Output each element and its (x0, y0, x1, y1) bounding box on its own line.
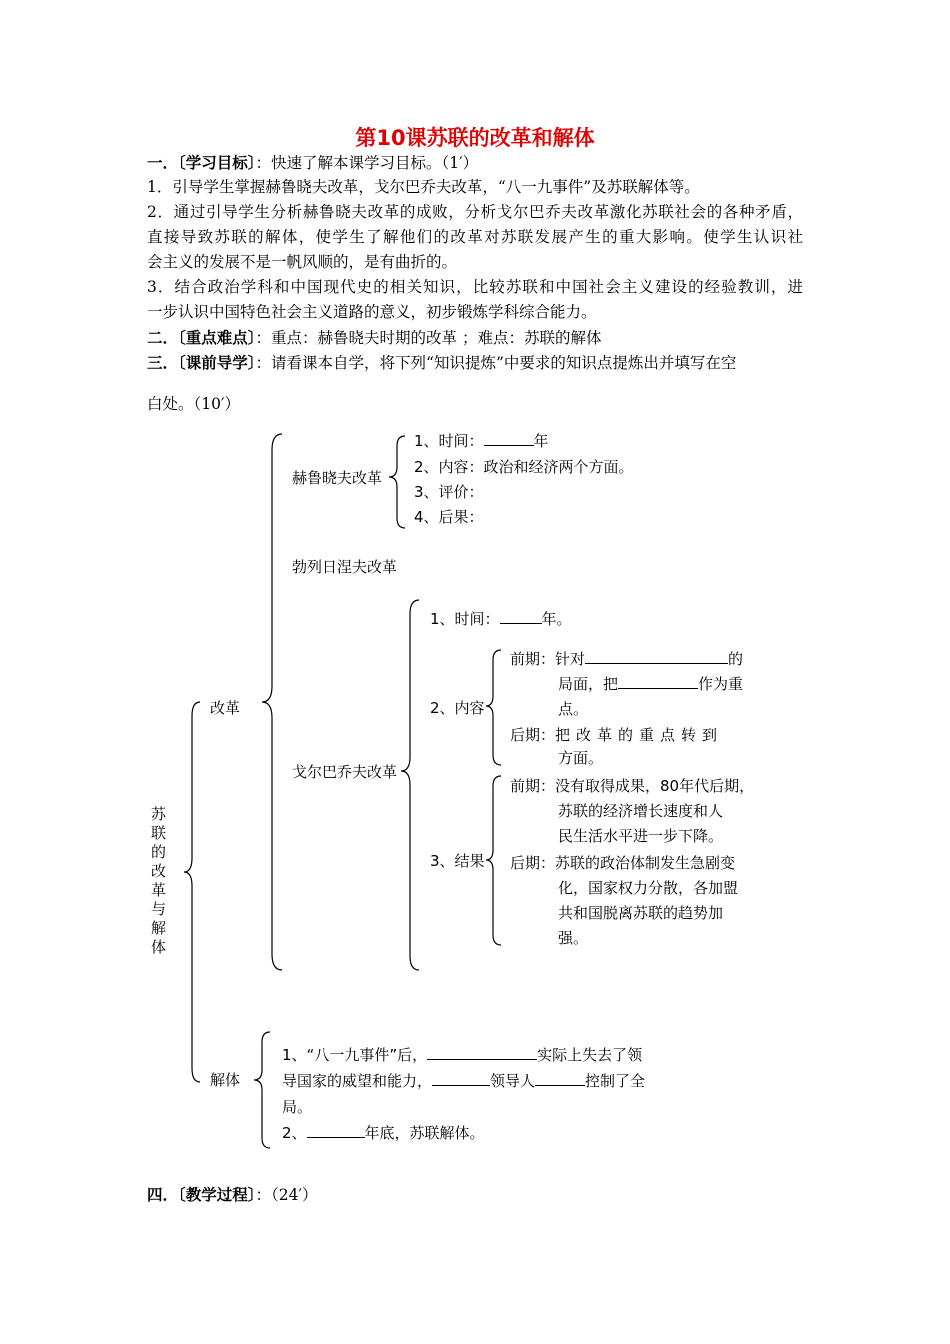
blank[interactable] (585, 648, 728, 664)
houqi-line-1: 后期：把改革的重点转到 (510, 726, 724, 744)
jieti-line-2: 导国家的威望和能力， 领导人 控制了全 (282, 1072, 646, 1090)
gebq-time: 1、时间： 年。 (430, 610, 572, 628)
houqi-line-2: 方面。 (558, 749, 604, 767)
jieguo-label: 3、结果 (430, 852, 485, 870)
gebq-label: 戈尔巴乔夫改革 (292, 763, 398, 781)
hrxf-brace (389, 436, 405, 528)
section-text: ：（24′） (255, 1186, 318, 1204)
blank[interactable] (427, 1044, 537, 1060)
jieguo-qianqi-2: 苏联的经济增长速度和人 (558, 802, 724, 820)
section-label: 〔课前导学〕 (178, 353, 256, 372)
blank[interactable] (307, 1122, 365, 1138)
root-brace (184, 702, 200, 1082)
section-label: 〔教学过程〕 (178, 1185, 256, 1204)
hrxf-label: 赫鲁晓夫改革 (292, 469, 383, 487)
section-3-continuation: 白处。（10′） (147, 395, 240, 413)
qianqi-line-3: 点。 (558, 700, 589, 718)
jieti-brace (254, 1032, 270, 1148)
blnr-label: 勃列日涅夫改革 (292, 558, 398, 576)
jieti-line-4: 2、 年底，苏联解体。 (282, 1124, 485, 1142)
jieti-line-3: 局。 (282, 1098, 313, 1116)
jieguo-houqi-1: 后期：苏联的政治体制发生急剧变 (510, 854, 736, 872)
neirong-brace (486, 650, 501, 765)
section-text: ：请看课本自学，将下列“知识提炼”中要求的知识点提炼出并填写在空 (255, 354, 737, 372)
gebq-brace (401, 600, 419, 970)
section-number: 四． (147, 1185, 179, 1204)
hrxf-consequence: 4、后果： (414, 508, 484, 526)
hrxf-evaluation: 3、评价： (414, 483, 484, 501)
goal-line: 2．通过引导学生分析赫鲁晓夫改革的成败，分析戈尔巴乔夫改革激化苏联社会的各种矛盾， (147, 203, 803, 221)
blank[interactable] (432, 1070, 490, 1086)
jieti-label: 解体 (210, 1071, 241, 1089)
blank[interactable] (618, 673, 698, 689)
section-text: ：重点：赫鲁晓夫时期的改革 ；难点：苏联的解体 (255, 329, 602, 347)
goal-line: 直接导致苏联的解体，使学生了解他们的改革对苏联发展产生的重大影响。使学生认识社 (147, 228, 803, 246)
page-title: 第10课苏联的改革和解体 (355, 126, 595, 150)
section-4-heading (147, 1182, 318, 1208)
root-label: 苏联的改革与解体 (151, 805, 167, 956)
jieguo-houqi-2: 化，国家权力分散，各加盟 (558, 879, 739, 897)
hrxf-time: 1、时间： 年 (414, 432, 549, 450)
jieguo-brace (486, 776, 501, 945)
hrxf-content: 2、内容：政治和经济两个方面。 (414, 458, 634, 476)
goal-line: 一步认识中国特色社会主义道路的意义，初步锻炼学科综合能力。 (147, 303, 597, 321)
blank[interactable] (535, 1070, 585, 1086)
jieti-line-1: 1、“八一九事件”后， 实际上失去了领 (282, 1046, 643, 1064)
qianqi-line-2: 局面，把 作为重 (558, 675, 744, 693)
goal-line: 1．引导学生掌握赫鲁晓夫改革，戈尔巴乔夫改革，“八一九事件”及苏联解体等。 (147, 178, 700, 196)
section-number: 二． (147, 328, 179, 347)
goal-line: 会主义的发展不是一帆风顺的，是有曲折的。 (147, 253, 458, 271)
goal-line: 3．结合政治学科和中国现代史的相关知识，比较苏联和中国社会主义建设的经验教训，进 (147, 278, 803, 296)
section-text: ：快速了解本课学习目标。（1′） (255, 154, 479, 172)
jieguo-qianqi-3: 民生活水平进一步下降。 (558, 827, 724, 845)
jieguo-houqi-3: 共和国脱离苏联的趋势加 (558, 904, 724, 922)
section-label: 〔重点难点〕 (178, 328, 256, 347)
gaige-brace (262, 434, 282, 970)
jieguo-qianqi-1: 前期：没有取得成果，80年代后期， (510, 777, 755, 795)
section-label: 〔学习目标〕 (178, 153, 256, 172)
section-number: 三． (147, 353, 179, 372)
section-number: 一． (147, 153, 179, 172)
neirong-label: 2、内容 (430, 699, 485, 717)
blank[interactable] (484, 430, 534, 446)
qianqi-line-1: 前期：针对 的 (510, 650, 744, 668)
blank[interactable] (500, 608, 542, 624)
jieguo-houqi-4: 强。 (558, 929, 589, 947)
gaige-label: 改革 (210, 699, 241, 717)
